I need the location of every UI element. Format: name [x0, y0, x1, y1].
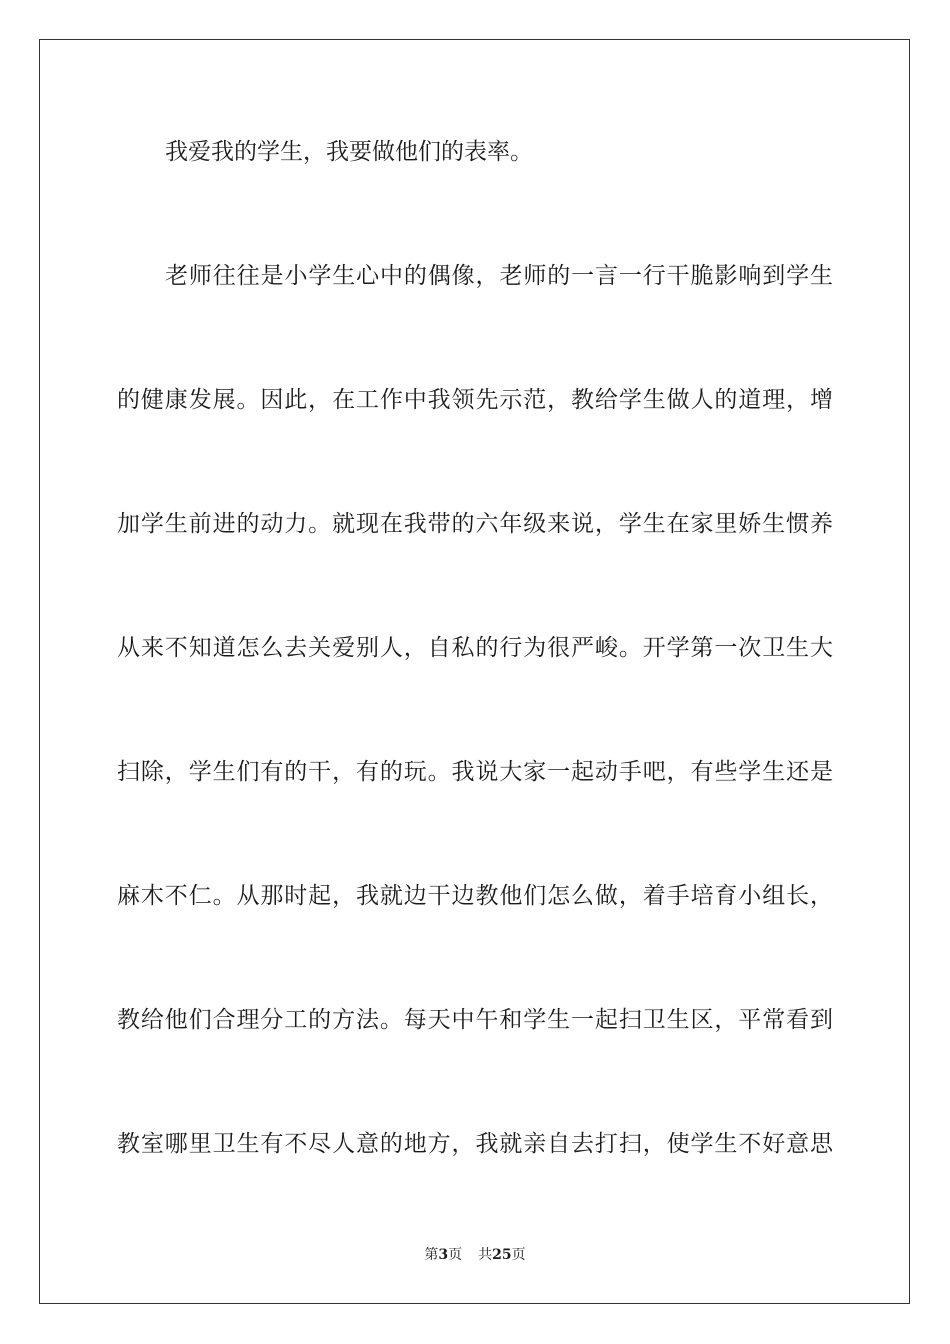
paragraph-line: 教室哪里卫生有不尽人意的地方，我就亲自去打扫，使学生不好意思 — [117, 1131, 833, 1157]
paragraph-line: 教给他们合理分工的方法。每天中午和学生一起扫卫生区，平常看到 — [117, 1007, 833, 1033]
footer-total-prefix: 共 — [478, 1247, 493, 1263]
paragraph-line: 加学生前进的动力。就现在我带的六年级来说，学生在家里娇生惯养 — [117, 511, 833, 537]
footer-total-suffix: 页 — [511, 1247, 526, 1263]
page-footer — [0, 1245, 950, 1265]
page-border — [39, 39, 910, 1304]
footer-page-number: 3 — [438, 1247, 449, 1263]
footer-page-suffix: 页 — [448, 1247, 463, 1263]
paragraph-line: 麻木不仁。从那时起，我就边干边教他们怎么做，着手培育小组长， — [117, 883, 833, 909]
footer-page-prefix: 第 — [424, 1247, 439, 1263]
paragraph-line: 从来不知道怎么去关爱别人，自私的行为很严峻。开学第一次卫生大 — [117, 635, 833, 661]
paragraph-line: 扫除，学生们有的干，有的玩。我说大家一起动手吧，有些学生还是 — [117, 759, 833, 785]
paragraph-line: 老师往往是小学生心中的偶像，老师的一言一行干脆影响到学生 — [165, 263, 833, 289]
footer-total-pages: 25 — [492, 1247, 512, 1263]
paragraph-line: 我爱我的学生，我要做他们的表率。 — [165, 139, 533, 165]
paragraph-line: 的健康发展。因此，在工作中我领先示范，教给学生做人的道理，增 — [117, 387, 833, 413]
